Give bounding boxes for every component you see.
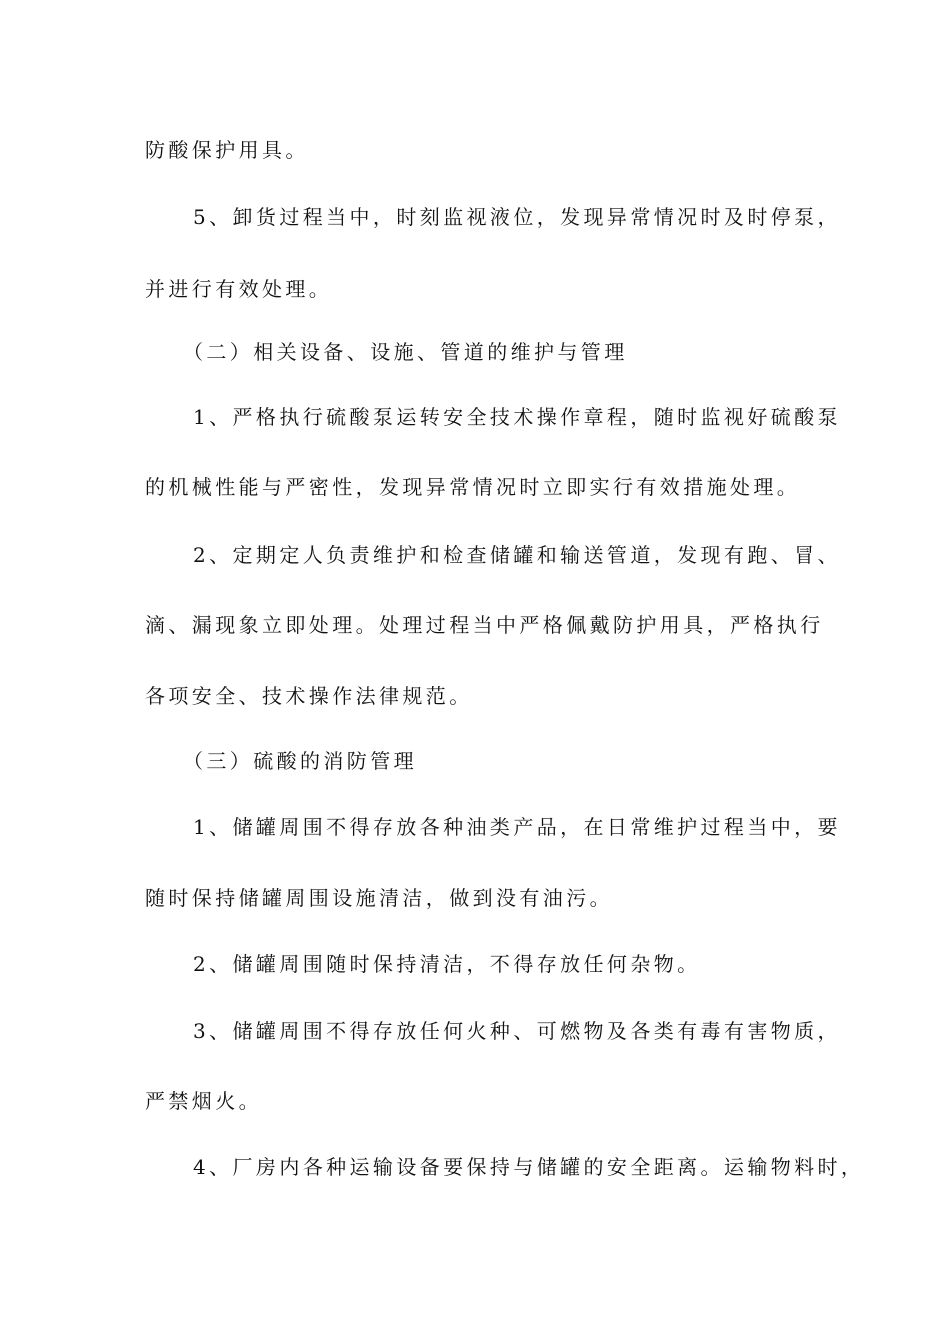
paragraph-line: 并进行有效处理。 — [145, 277, 333, 301]
paragraph-line: 滴、漏现象立即处理。处理过程当中严格佩戴防护用具，严格执行 — [145, 613, 824, 637]
section-heading: （三）硫酸的消防管理 — [183, 749, 417, 773]
paragraph-line: 2、定期定人负责维护和检查储罐和输送管道，发现有跑、冒、 — [193, 543, 841, 567]
paragraph-line: 5、卸货过程当中，时刻监视液位，发现异常情况时及时停泵， — [193, 205, 841, 229]
paragraph-line: 防酸保护用具。 — [145, 138, 309, 162]
paragraph-line: 严禁烟火。 — [145, 1089, 262, 1113]
paragraph-line: 3、储罐周围不得存放任何火种、可燃物及各类有毒有害物质， — [193, 1019, 841, 1043]
paragraph-line: 1、严格执行硫酸泵运转安全技术操作章程，随时监视好硫酸泵 — [193, 405, 841, 429]
paragraph-line: 各项安全、技术操作法律规范。 — [145, 684, 473, 708]
paragraph-line: 2、储罐周围随时保持清洁，不得存放任何杂物。 — [193, 952, 701, 976]
paragraph-line: 1、储罐周围不得存放各种油类产品，在日常维护过程当中，要 — [193, 815, 841, 839]
paragraph-line: 的机械性能与严密性，发现异常情况时立即实行有效措施处理。 — [145, 475, 801, 499]
section-heading: （二）相关设备、设施、管道的维护与管理 — [183, 340, 628, 364]
paragraph-line: 随时保持储罐周围设施清洁，做到没有油污。 — [145, 886, 613, 910]
paragraph-line: 4、厂房内各种运输设备要保持与储罐的安全距离。运输物料时， — [193, 1155, 865, 1179]
